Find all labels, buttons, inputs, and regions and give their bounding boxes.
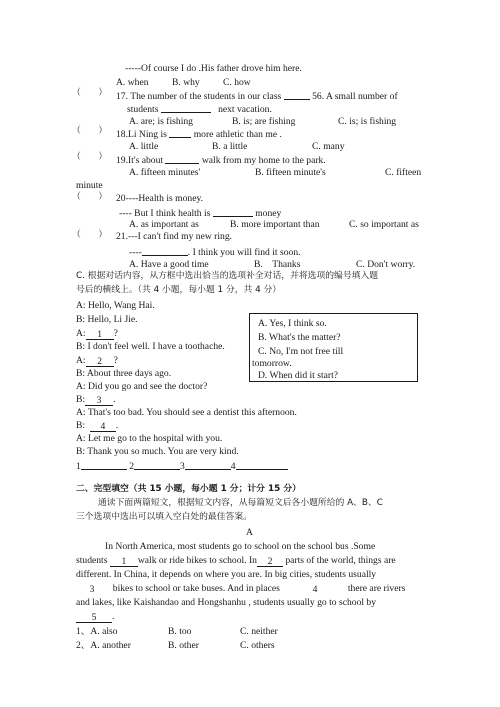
q20-blank: [213, 207, 253, 217]
q19-option-c: C. fifteen: [385, 167, 422, 178]
box-option-a: A. Yes, I think so.: [258, 318, 327, 329]
q18-option-c: C. many: [312, 141, 345, 152]
dialog-line-4: B: I don't feel well. I have a toothache.: [76, 341, 225, 352]
dialog-line-6: B: About three days ago.: [76, 368, 172, 379]
q19-blank: [165, 154, 199, 164]
q20-option-c: C. so important as: [349, 219, 419, 230]
q21-option-b: B. Thanks: [254, 259, 301, 270]
q20-stem: 20----Health is money.: [116, 193, 204, 204]
dialog-line-11: A: Let me go to the hospital with you.: [76, 433, 223, 444]
q18-option-a: A. little: [129, 141, 159, 152]
q17-answer-paren: （ ）: [72, 88, 108, 98]
answer-blank-2: [134, 460, 180, 470]
passage-blank-5: 5: [76, 613, 112, 623]
dialog-blank-4: 4: [90, 422, 116, 432]
dialog-line-3: A: 1 ?: [76, 328, 118, 340]
q16-dialog-line: -----Of course I do .His father drove him here.: [125, 63, 302, 74]
cloze-q2-option-c: C. others: [240, 640, 275, 651]
answer-blanks-row: 1 2 3 4: [76, 460, 288, 472]
q16-option-c: C. how: [223, 77, 251, 88]
q21-option-a: A. Have a good time: [129, 259, 209, 270]
box-option-b: B. What's the matter?: [258, 332, 341, 343]
dialog-line-9: A: That's too bad. You should see a dentist this afternoon.: [76, 407, 297, 418]
passage-blank-1: 1: [110, 557, 138, 567]
q17-option-c: C. is; is fishing: [338, 116, 397, 127]
dialog-line-7: A: Did you go and see the doctor?: [76, 381, 208, 392]
passage-label: A: [246, 527, 253, 538]
q18-answer-paren: （ ）: [72, 126, 108, 136]
section-2-heading: 二、完型填空（共 15 小题，每小题 1 分；计分 15 分）: [76, 484, 301, 494]
q18-option-b: B. a little: [212, 141, 248, 152]
q19-stem: 19.It's about walk from my home to the park.: [116, 155, 326, 166]
answer-blank-1: [81, 460, 127, 470]
q18-stem: 18.Li Ning is more athletic than me .: [116, 129, 282, 140]
passage-line-1: In North America, most students go to school on the school bus .Some: [105, 541, 376, 552]
q21-stem: 21.---I can't find my new ring.: [116, 231, 233, 242]
dialog-blank-3: 3: [85, 396, 113, 406]
cloze-q1-option-b: B. too: [168, 626, 192, 637]
q17-stem-line1: 17. The number of the students in our class 56. A small number of: [116, 91, 398, 102]
q20-answer-paren: （ ）: [72, 192, 108, 202]
passage-line-4: 3 bikes to school or take buses. And in places 4 there are rivers: [76, 584, 405, 594]
dialog-line-5: A: 2 ?: [76, 355, 118, 367]
q16-option-b: B. why: [172, 77, 200, 88]
options-box: [249, 313, 418, 382]
q21-line2: ---- . I think you will find it soon.: [129, 247, 301, 258]
section-2-intro-2: 三个选项中选出可以填入空白处的最佳答案。: [76, 512, 252, 522]
cloze-q2-option-b: B. other: [168, 640, 199, 651]
q19-answer-paren: （ ）: [72, 152, 108, 162]
passage-blank-4: 4: [312, 584, 318, 595]
q20-option-b: B. more important than: [230, 219, 320, 230]
section-2-intro-1: 通读下面两篇短文，根据短文内容，从每篇短文后各小题所给的 A、B、C: [98, 498, 383, 508]
q21-answer-paren: （ ）: [72, 230, 108, 240]
dialog-blank-2: 2: [86, 357, 114, 367]
dialog-line-10: B: 4 .: [76, 420, 119, 432]
q17-blank-1: [284, 90, 310, 100]
passage-line-6: 5 .: [76, 612, 114, 623]
q17-option-b: B. is; are fishing: [232, 116, 296, 127]
q19-option-c-wrap: minute: [76, 180, 103, 191]
dialog-line-1: A: Hello, Wang Hai.: [76, 300, 155, 311]
q20-option-a: A. as important as: [129, 219, 199, 230]
dialog-line-8: B: 3 .: [76, 394, 116, 406]
passage-blank-3: 3: [89, 584, 95, 595]
dialog-line-12: B: Thank you so much. You are very kind.: [76, 446, 239, 457]
passage-blank-2: 2: [257, 557, 283, 567]
q21-blank: [142, 246, 188, 256]
q17-option-a: A. are; is fishing: [129, 116, 193, 127]
box-option-d: D. When did it start?: [258, 370, 339, 381]
passage-line-5: and lakes, like Kaishandao and Hongshanhu , students usually go to school by: [76, 597, 377, 608]
cloze-q1-option-a: 1、A. also: [76, 626, 118, 637]
cloze-q1-option-c: C. neither: [240, 626, 278, 637]
q20-line2: ---- But I think health is money: [119, 208, 282, 219]
box-option-c: C. No, I'm not free till: [258, 346, 344, 357]
answer-blank-4: [236, 460, 288, 470]
q17-stem-line2: students next vacation.: [127, 104, 272, 115]
q17-blank-2: [161, 103, 211, 113]
q21-option-c: C. Don't worry.: [356, 259, 416, 270]
box-option-c-wrap: tomorrow.: [252, 358, 292, 369]
section-c-instruction-1: C. 根据对话内容，从方框中选出恰当的选项补全对话，并将选项的编号填入题: [76, 271, 379, 281]
q18-blank: [169, 128, 191, 138]
answer-blank-3: [185, 460, 231, 470]
passage-line-3: different. In China, it depends on where you are. In big cities, students usually: [76, 569, 377, 580]
q19-option-b: B. fifteen minute's: [255, 167, 326, 178]
dialog-line-2: B: Hello, Li Jie.: [76, 314, 138, 325]
cloze-q2-option-a: 2、A. another: [76, 640, 131, 651]
dialog-blank-1: 1: [86, 330, 114, 340]
section-c-instruction-2: 号后的横线上。（共 4 小题，每小题 1 分，共 4 分）: [76, 285, 282, 295]
passage-line-2: students 1 walk or ride bikes to school. In 2 parts of the world, things are: [76, 555, 396, 567]
q16-option-a: A. when: [116, 77, 149, 88]
q19-option-a: A. fifteen minutes': [129, 167, 201, 178]
